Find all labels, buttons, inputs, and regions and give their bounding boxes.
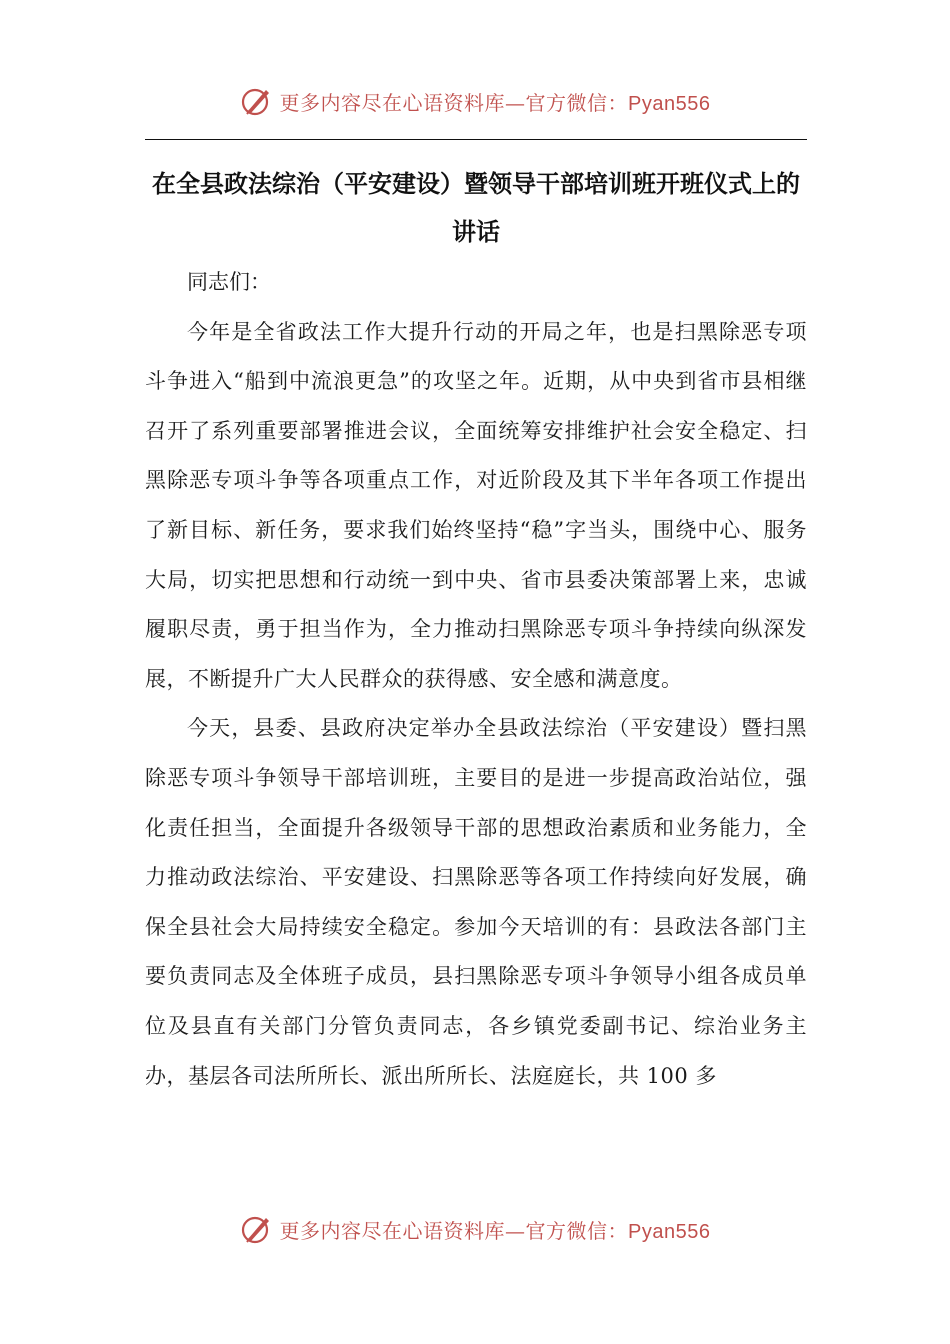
quill-pen-logo-icon — [240, 1212, 274, 1246]
watermark-text: 更多内容尽在心语资料库—官方微信：Pyan556 — [279, 90, 711, 115]
paragraph-2: 今天，县委、县政府决定举办全县政法综治（平安建设）暨扫黑除恶专项斗争领导干部培训班，主要目的是进一步提高政治站位，强化责任担当，全面提升各级领导干部的思想政治素质和业务能力，全力推动政法综治、平安建设、扫黑除恶等各项工作持续向好发展，确保全县社会大局持续安全稳定。参加今天培训的有：县政法各部门主要负责同志及全体班子成员，县扫黑除恶专项斗争领导小组各成员单位及县直有关部门分管负责同志，各乡镇党委副书记、综治业务主办，基层各司法所所长、派出所所长、法庭庭长，共 100 多 — [145, 716, 807, 1088]
header-watermark — [0, 84, 950, 118]
footer-watermark — [0, 1212, 950, 1246]
watermark-text: 更多内容尽在心语资料库—官方微信：Pyan556 — [279, 1218, 711, 1243]
paragraph-1: 今年是全省政法工作大提升行动的开局之年，也是扫黑除恶专项斗争进入“船到中流浪更急”的攻坚之年。近期，从中央到省市县相继召开了系列重要部署推进会议，全面统筹安排维护社会安全稳定、扫黑除恶专项斗争等各项重点工作，对近阶段及其下半年各项工作提出了新目标、新任务，要求我们始终坚持“稳”字当头，围绕中心、服务大局，切实把思想和行动统一到中央、省市县委决策部署上来，忠诚履职尽责，勇于担当作为，全力推动扫黑除恶专项斗争持续向纵深发展，不断提升广大人民群众的获得感、安全感和满意度。 — [145, 319, 807, 691]
document-body — [145, 258, 807, 1101]
header-rule — [145, 139, 807, 140]
quill-pen-logo-icon — [240, 84, 274, 118]
document-title: 在全县政法综治（平安建设）暨领导干部培训班开班仪式上的讲话 — [152, 170, 800, 246]
salutation: 同志们： — [187, 270, 271, 294]
